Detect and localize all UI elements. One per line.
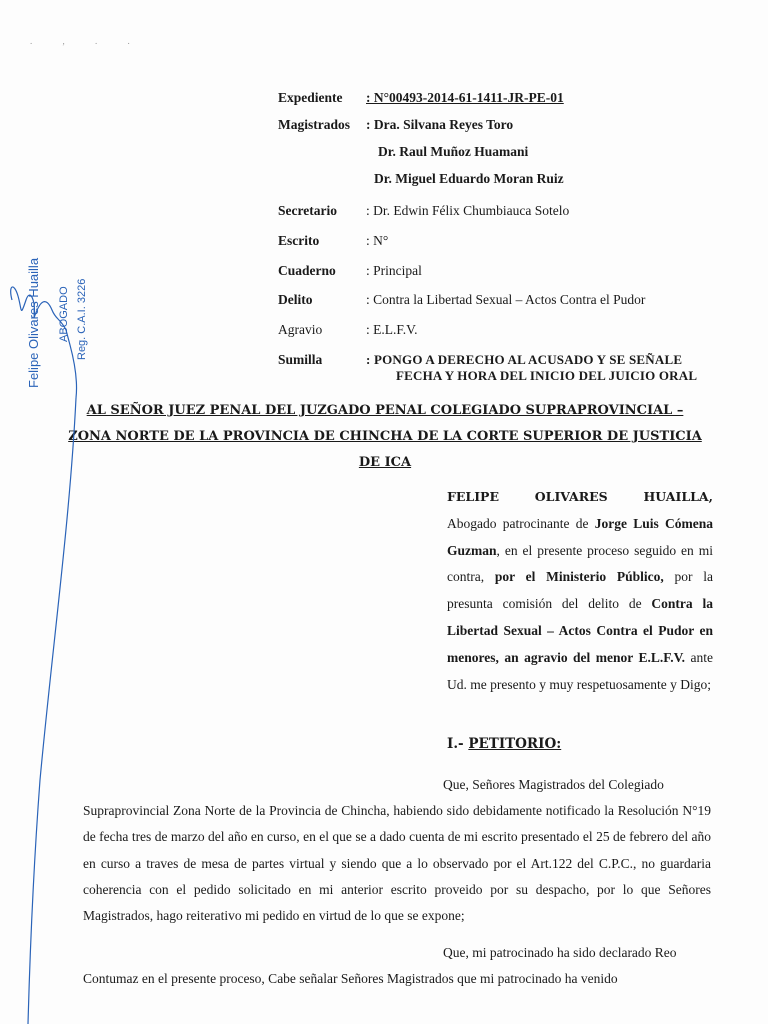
cuaderno-label: Cuaderno — [278, 263, 336, 278]
p2-first-line: Que, mi patrocinado ha sido declarado Reo — [443, 945, 677, 960]
stamp-title: ABOGADO — [58, 286, 70, 342]
prosecutor: por el Ministerio Público, — [494, 569, 664, 585]
sumilla-text — [366, 352, 766, 384]
intro-paragraph — [447, 484, 713, 698]
title-line-2: ZONA NORTE DE LA PROVINCIA DE CHINCHA DE LA CORTE SUPERIOR DE JUSTICIA — [68, 429, 702, 444]
signature-stroke — [28, 398, 76, 1024]
magistrado-1: : Dra. Silvana Reyes Toro — [366, 117, 514, 132]
delito-label: Delito — [278, 292, 313, 307]
intro-body — [447, 511, 713, 699]
expediente-value: : N°00493-2014-61-1411-JR-PE-01 — [366, 90, 564, 105]
delito-value: : Contra la Libertad Sexual – Actos Contra el Pudor — [366, 292, 646, 307]
p1-first-line: Que, Señores Magistrados del Colegiado — [443, 777, 664, 792]
intro-text-4: ante Ud. me presento y muy respetuosamente y Digo; — [447, 649, 713, 692]
sumilla-label: Sumilla — [278, 352, 323, 367]
name-word-2: OLIVARES — [534, 489, 608, 504]
title-line-1: AL SEÑOR JUEZ PENAL DEL JUZGADO PENAL COLEGIADO SUPRAPROVINCIAL – — [86, 403, 684, 418]
intro-text-3: por la presunta comisión del delito de — [447, 569, 713, 612]
intro-text-2: , en el presente proceso seguido en mi contra, — [447, 542, 713, 585]
lawyer-stamp — [2, 230, 112, 400]
magistrados-label: Magistrados — [278, 117, 350, 132]
client-name: Jorge Luis Cómena Guzman — [447, 515, 713, 558]
crime-description: Contra la Libertad Sexual – Actos Contra el Pudor en menores, an agravio del menor E.L.F.V. — [447, 596, 713, 665]
petitorio-number: I.- — [447, 736, 469, 752]
petitorio-heading — [447, 736, 561, 752]
sumilla-line-2: FECHA Y HORA DEL INICIO DEL JUICIO ORAL — [396, 368, 698, 383]
name-word-1: FELIPE — [447, 489, 499, 504]
title-line-3: DE ICA — [358, 455, 412, 470]
body-paragraph-2 — [83, 940, 711, 992]
body-paragraph-1 — [83, 772, 711, 929]
expediente-label: Expediente — [278, 90, 343, 105]
cuaderno-value: : Principal — [366, 263, 422, 278]
magistrado-3: Dr. Miguel Eduardo Moran Ruiz — [374, 171, 564, 186]
p1-rest: Supraprovincial Zona Norte de la Provincia de Chincha, habiendo sido debidamente notificado la Resolución N°19 de fecha tres de marzo del año en curso, en el que se a dado cuenta de mi escrito presentado el 25 de febrero del año en curso a traves de mesa de partes virtual y siendo que a lo observado por el Art.122 del C.P.C., no guardaria coherencia con el pedido solicitado en mi anterior escrito proveido por su despacho, por lo que Señores Magistrados, hago reiterativo mi pedido en virtud de lo que se expone; — [83, 803, 711, 924]
agravio-label: Agravio — [278, 322, 323, 337]
stamp-registration: Reg. C.A.I. 3226 — [76, 278, 88, 360]
secretario-label: Secretario — [278, 203, 337, 218]
magistrado-2: Dr. Raul Muñoz Huamani — [378, 144, 529, 159]
lawyer-name — [447, 484, 713, 511]
escrito-value: : N° — [366, 233, 389, 248]
stamp-name: Felipe Olivares Huailla — [26, 257, 41, 388]
p2-rest: Contumaz en el presente proceso, Cabe señalar Señores Magistrados que mi patrocinado ha venido — [83, 971, 618, 987]
agravio-value: : E.L.F.V. — [366, 322, 418, 337]
intro-text-1: Abogado patrocinante de — [447, 515, 595, 531]
name-word-3: HUAILLA, — [643, 489, 713, 504]
petitorio-label: PETITORIO: — [468, 736, 562, 752]
addressee-title — [40, 398, 730, 476]
sumilla-line-1: : PONGO A DERECHO AL ACUSADO Y SE SEÑALE — [366, 352, 683, 367]
escrito-label: Escrito — [278, 233, 320, 248]
secretario-value: : Dr. Edwin Félix Chumbiauca Sotelo — [366, 203, 570, 218]
scan-artifact-dots: . , . . — [30, 36, 144, 46]
